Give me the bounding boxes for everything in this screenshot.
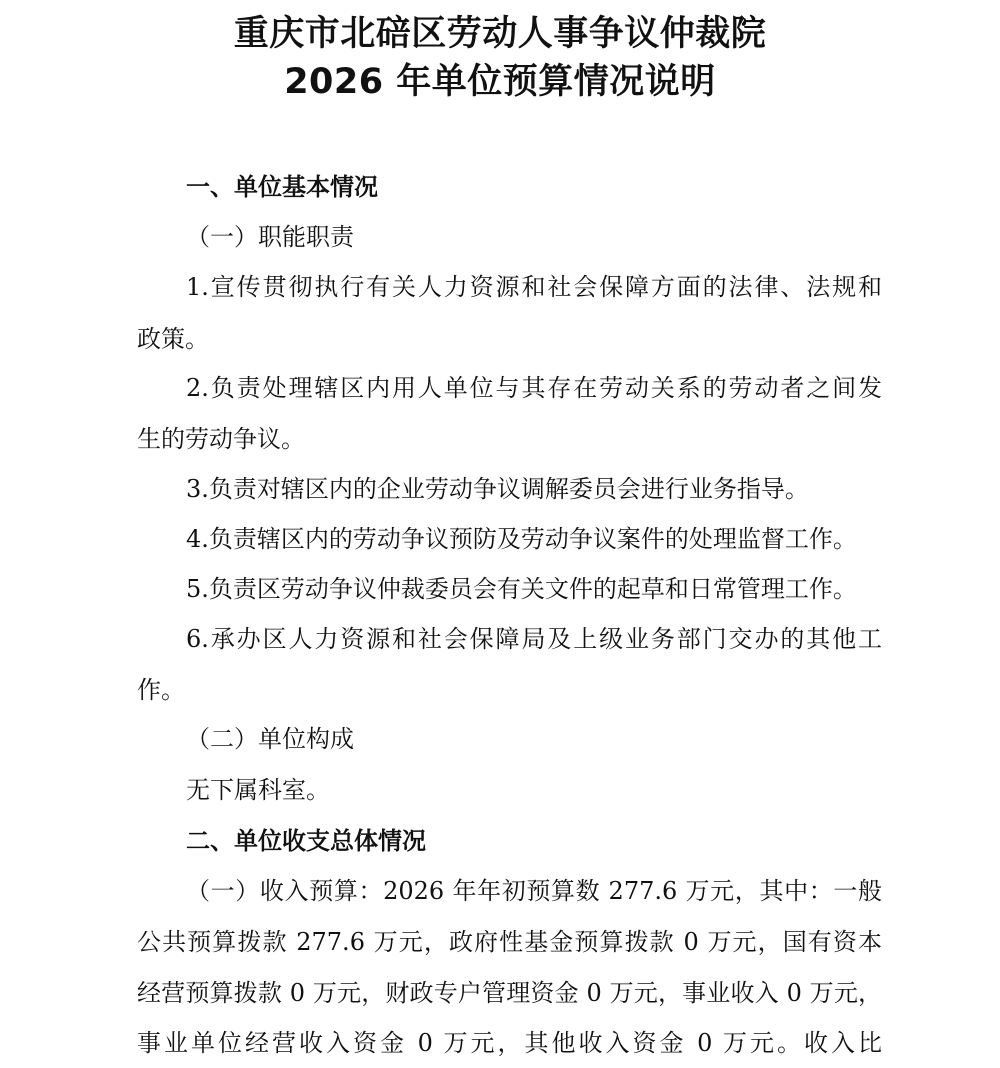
- income-line-4: 事业单位经营收入资金 0 万元，其他收入资金 0 万元。收入比: [137, 1029, 882, 1057]
- income-line-1: （一）收入预算：2026 年年初预算数 277.6 万元，其中：一般: [186, 877, 882, 905]
- document-title-line1: 重庆市北碚区劳动人事争议仲裁院: [233, 14, 767, 54]
- duty-5: 5.负责区劳动争议仲裁委员会有关文件的起草和日常管理工作。: [186, 575, 857, 603]
- section2-heading: 二、单位收支总体情况: [186, 827, 426, 855]
- duty-1-line2: 政策。: [137, 325, 209, 353]
- duty-6-line2: 作。: [137, 676, 185, 704]
- duty-1-line1: 1.宣传贯彻执行有关人力资源和社会保障方面的法律、法规和: [186, 273, 882, 301]
- duty-3: 3.负责对辖区内的企业劳动争议调解委员会进行业务指导。: [186, 475, 809, 503]
- section1-sub2-text: 无下属科室。: [186, 776, 330, 804]
- document-title-line2: 2026 年单位预算情况说明: [284, 62, 716, 102]
- income-line-3: 经营预算拨款 0 万元，财政专户管理资金 0 万元，事业收入 0 万元，: [137, 979, 882, 1007]
- duty-2-line2: 生的劳动争议。: [137, 425, 305, 453]
- duty-4: 4.负责辖区内的劳动争议预防及劳动争议案件的处理监督工作。: [186, 525, 857, 553]
- duty-6-line1: 6.承办区人力资源和社会保障局及上级业务部门交办的其他工: [186, 625, 882, 653]
- section1-heading: 一、单位基本情况: [186, 173, 378, 201]
- income-line-2: 公共预算拨款 277.6 万元，政府性基金预算拨款 0 万元，国有资本: [137, 928, 882, 956]
- section1-sub2-heading: （二）单位构成: [186, 725, 354, 753]
- section1-sub1-heading: （一）职能职责: [186, 223, 354, 251]
- duty-2-line1: 2.负责处理辖区内用人单位与其存在劳动关系的劳动者之间发: [186, 374, 882, 402]
